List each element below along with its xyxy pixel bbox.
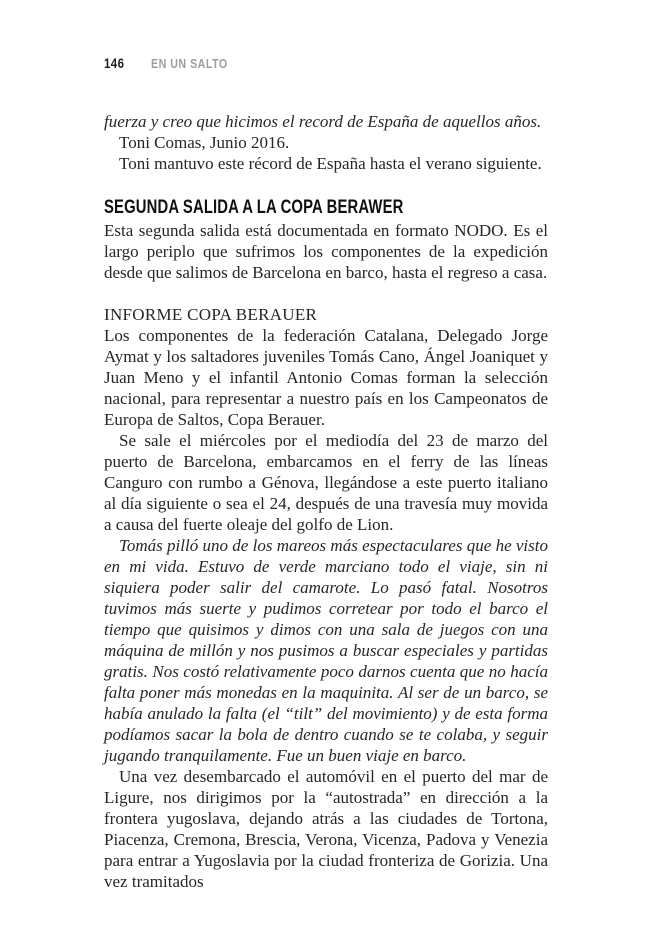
running-title: EN UN SALTO [150, 56, 228, 71]
paragraph: Se sale el miércoles por el mediodía del 23 de marzo del puerto de Barcelona, embarcamos en el ferry de las líneas Canguro con rumbo a Génova, llegándose a este puerto italiano al día siguiente o sea el 24, después de una travesía muy movida a causa del fuerte oleaje del golfo de Lion. [104, 431, 548, 534]
report-heading: INFORME COPA BERAUER [104, 305, 318, 324]
paragraph: Toni Comas, Junio 2016. [119, 133, 290, 152]
page-body [104, 111, 548, 892]
section-heading: SEGUNDA SALIDA A LA COPA BERAWER [104, 197, 404, 218]
paragraph: Los componentes de la federación Catalana, Delegado Jorge Aymat y los saltadores juveniles Tomás Cano, Ángel Joaniquet y Juan Meno y el infantil Antonio Comas forman la selección nacional, para representar a nuestro país en los Campeonatos de Europa de Saltos, Copa Berauer. [104, 326, 548, 429]
page-header [104, 55, 244, 71]
paragraph: Toni mantuvo este récord de España hasta el verano siguiente. [119, 154, 542, 173]
paragraph: Tomás pilló uno de los mareos más espectaculares que he visto en mi vida. Estuvo de verde marciano todo el viaje, sin ni siquiera poder salir del camarote. Lo pasó fatal. Nosotros tuvimos más suerte y pudimos corretear por todo el barco el tiempo que quisimos y dimos con una sala de juegos con una máquina de millón y nos pusimos a buscar especiales y partidas gratis. Nos costó relativamente poco darnos cuenta que no hacía falta poner más monedas en la maquinita. Al ser de un barco, se había anulado la falta (el “tilt” del movimiento) y de esta forma podíamos sacar la bola de dentro cuando se te colaba, y seguir jugando tranquilamente. Fue un buen viaje en barco. [104, 536, 548, 765]
paragraph: Esta segunda salida está documentada en formato NODO. Es el largo periplo que sufrimos los componentes de la expedición desde que salimos de Barcelona en barco, hasta el regreso a casa. [104, 221, 548, 282]
paragraph: fuerza y creo que hicimos el record de España de aquellos años. [104, 112, 542, 131]
paragraph: Una vez desembarcado el automóvil en el puerto del mar de Ligure, nos dirigimos por la “autostrada” en dirección a la frontera yugoslava, dejando atrás a las ciudades de Tortona, Piacenza, Cremona, Brescia, Verona, Vicenza, Padova y Venezia para entrar a Yugoslavia por la ciudad fronteriza de Gorizia. Una vez tramitados [104, 767, 548, 891]
page-number: 146 [104, 55, 125, 71]
